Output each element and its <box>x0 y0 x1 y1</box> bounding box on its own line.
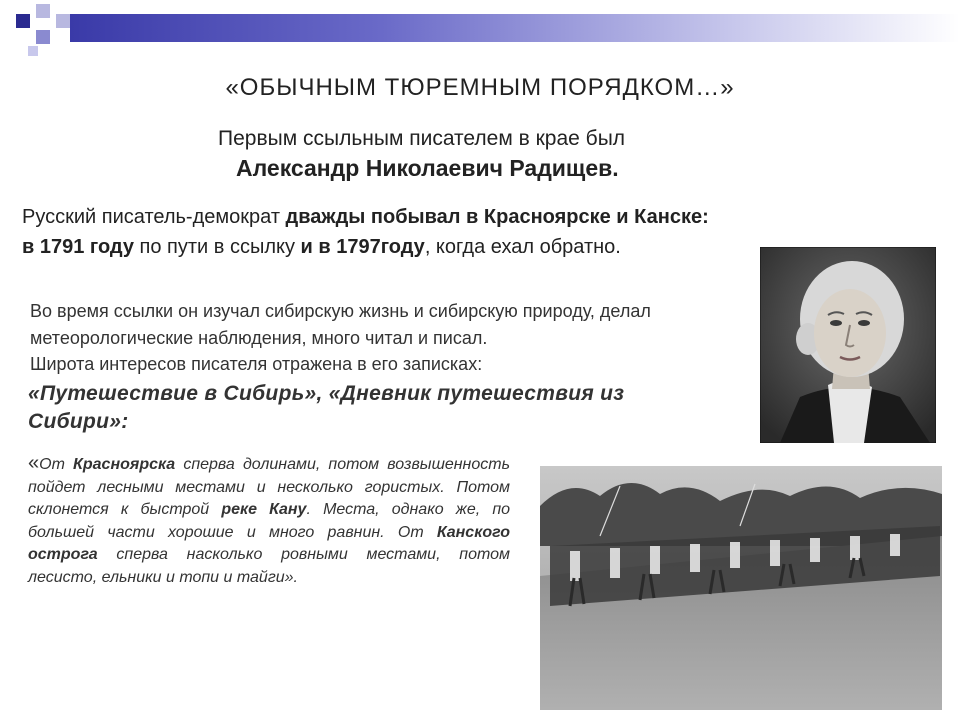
header-square-light <box>36 4 50 18</box>
quote-text: . Места, однако же, по большей части хорошие и много равнин. От <box>28 501 511 541</box>
quote-text: сперва насколько ровными местами, потом лесисто, ельники и топи и тайги». <box>28 546 510 586</box>
quote-highlight: реке Кану <box>221 501 307 518</box>
header-square-light <box>56 14 70 28</box>
quote-mark: « <box>28 452 40 474</box>
intro-line: Первым ссыльным писателем в крае был <box>218 127 626 150</box>
exile-paragraph: Во время ссылки он изучал сибирскую жизнь и сибирскую природу, делал метеорологические наблюдения, много читал и писал. <box>30 301 651 348</box>
header-square-dark <box>16 14 30 28</box>
quote-text: сперва долинами, потом возвышенность пойдет лесными местами и несколько гористых. Потом склонется к быстрой <box>28 456 511 518</box>
header-square-light <box>28 46 38 56</box>
convicts-march-photo <box>540 466 942 710</box>
visits-paragraph <box>22 202 882 262</box>
quote-highlight: Красноярска <box>73 456 176 473</box>
year-1791: в 1791 году <box>22 236 134 258</box>
interests-line: Широта интересов писателя отражена в его записках: <box>30 354 483 374</box>
author-name: Александр Николаевич Радищев. <box>236 155 619 181</box>
visits-text: по пути в ссылку <box>133 236 301 258</box>
year-1797: и в 1797году <box>300 236 425 258</box>
visits-highlight: дважды побывал в Красноярске и Канске: <box>285 206 709 228</box>
quote-text: От <box>39 456 74 473</box>
slide-title: «ОБЫЧНЫМ ТЮРЕМНЫМ ПОРЯДКОМ…» <box>225 74 735 101</box>
travel-quote <box>28 452 510 589</box>
radishchev-portrait <box>760 247 936 443</box>
header-square-mid <box>36 30 50 44</box>
works-titles: «Путешествие в Сибирь», «Дневник путешествия из Сибири»: <box>28 382 625 433</box>
visits-text: Русский писатель-демократ <box>22 206 286 228</box>
visits-text: , когда ехал обратно. <box>424 236 621 258</box>
header-bar <box>70 14 960 42</box>
quote-highlight: Канского острога <box>28 523 510 563</box>
